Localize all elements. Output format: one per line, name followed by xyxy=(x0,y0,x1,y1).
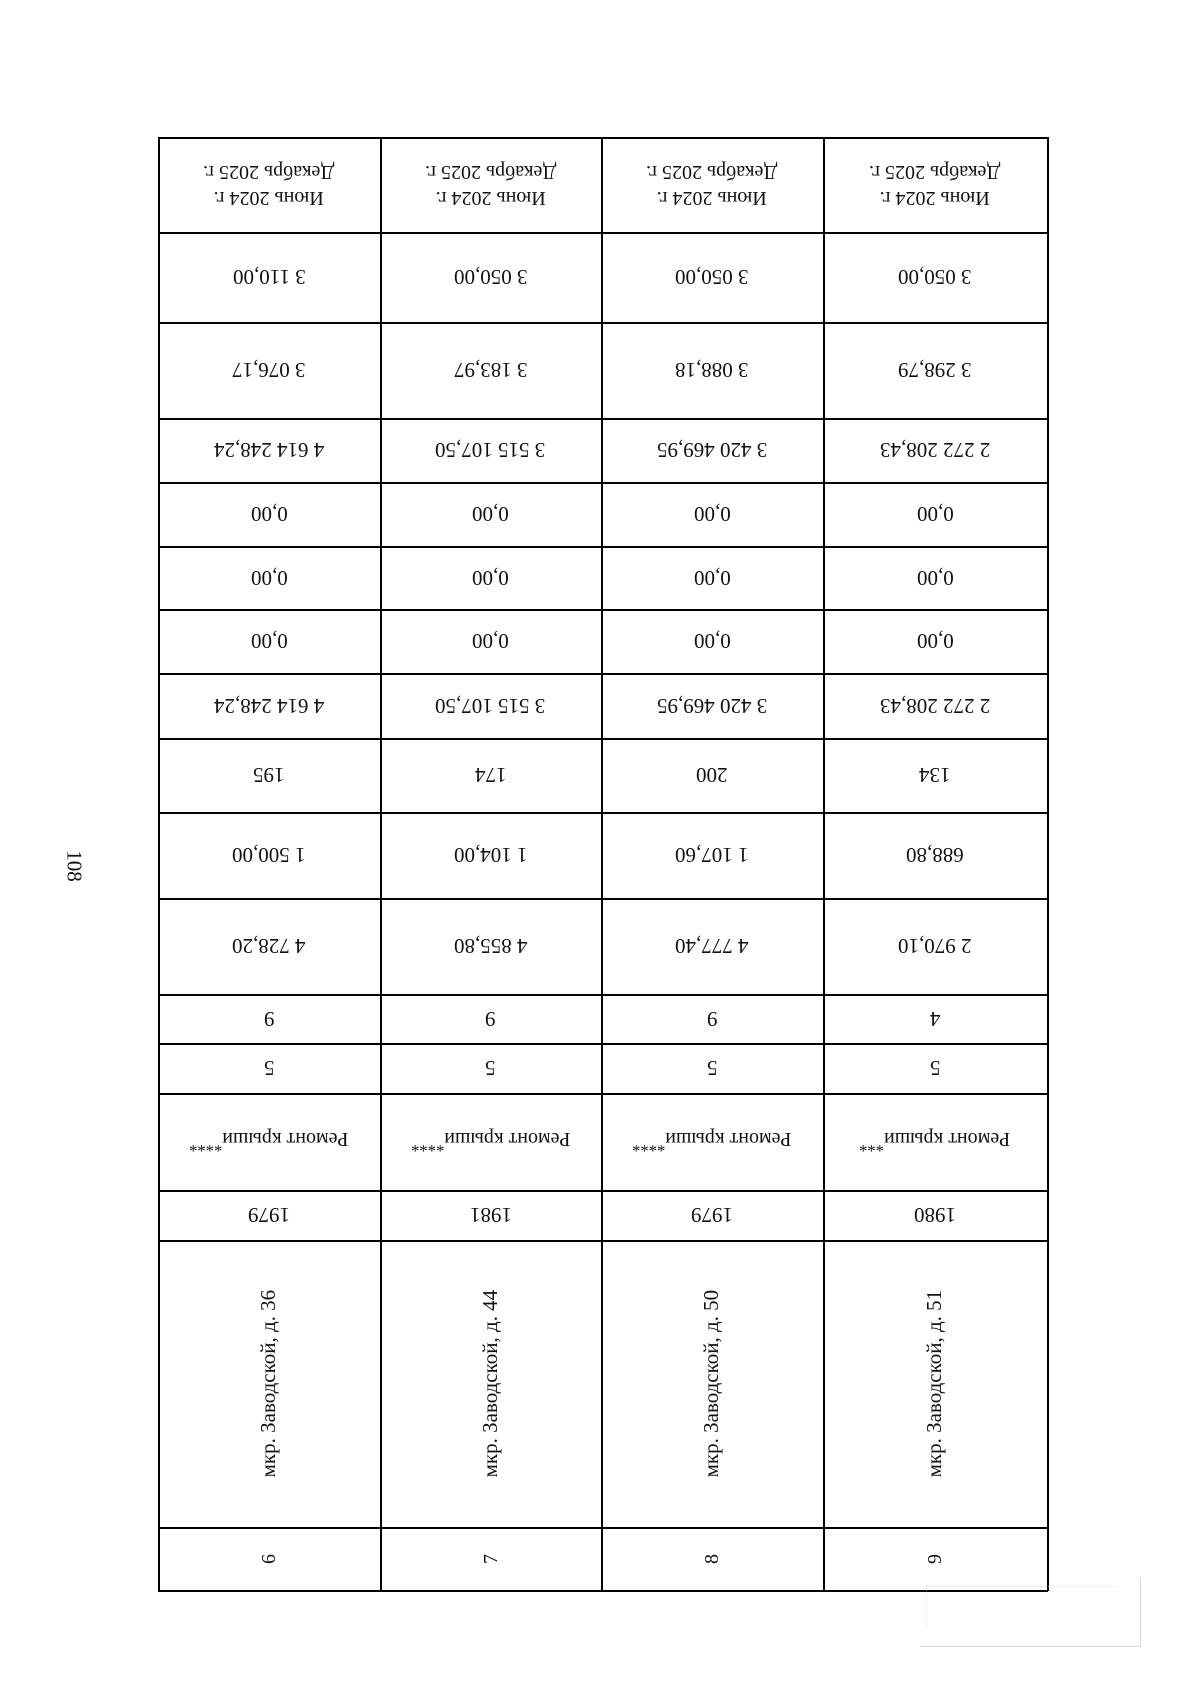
wall-text: 5 xyxy=(929,1056,941,1081)
table-cell-total xyxy=(158,418,380,482)
table-cell-rate xyxy=(823,232,1047,322)
table-cell-fund2 xyxy=(601,546,823,609)
footnote-mark: **** xyxy=(632,1136,666,1156)
table-cell-cost xyxy=(380,673,601,738)
table-cell-wall xyxy=(601,1043,823,1093)
table-cell-total xyxy=(823,418,1047,482)
table-cell-unit-cost xyxy=(601,322,823,418)
fund2-text: 0,00 xyxy=(693,566,731,591)
table-cell-total xyxy=(380,418,601,482)
table-cell-year xyxy=(601,1190,823,1240)
table-cell-fund3 xyxy=(823,609,1047,673)
work-type-text xyxy=(189,1127,348,1156)
table-cell-floors xyxy=(380,994,601,1043)
residents-text: 195 xyxy=(253,763,285,788)
rate-text: 3 050,00 xyxy=(453,265,528,290)
table-cell-work-type xyxy=(601,1093,823,1190)
table-cell-area-living xyxy=(380,812,601,898)
page-number: 108 xyxy=(62,850,87,882)
table-cell-year xyxy=(380,1190,601,1240)
table-cell-fund3 xyxy=(380,609,601,673)
table-cell-period xyxy=(158,137,380,232)
table-cell-year xyxy=(158,1190,380,1240)
table-cell-cost xyxy=(601,673,823,738)
year-text: 1980 xyxy=(914,1203,956,1228)
address-text: мкр. Заводской, д. 36 xyxy=(256,1289,281,1478)
table-cell-fund1 xyxy=(158,482,380,546)
rate-text: 3 050,00 xyxy=(898,265,972,290)
residents-text: 200 xyxy=(696,763,728,788)
period-end: Декабрь 2025 г. xyxy=(424,160,557,183)
period-start: Июнь 2024 г. xyxy=(879,186,991,209)
table-cell-floors xyxy=(158,994,380,1043)
cost-text: 4 614 248,24 xyxy=(213,694,325,719)
table-cell-fund1 xyxy=(601,482,823,546)
fund1-text: 0,00 xyxy=(916,502,954,527)
table-cell-fund3 xyxy=(158,609,380,673)
num-text: 9 xyxy=(924,1553,946,1564)
address-text: мкр. Заводской, д. 51 xyxy=(922,1289,947,1478)
table-cell-floors xyxy=(823,994,1047,1043)
fund3-text: 0,00 xyxy=(916,629,954,654)
table-cell-area-total xyxy=(823,898,1047,994)
table-cell-period xyxy=(823,137,1047,232)
table-cell-fund3 xyxy=(601,609,823,673)
table-cell-wall xyxy=(158,1043,380,1093)
year-text: 1981 xyxy=(469,1203,512,1228)
table-cell-rate xyxy=(601,232,823,322)
work-type-label: Ремонт крыши xyxy=(444,1128,571,1151)
fund1-text: 0,00 xyxy=(472,502,509,527)
table-cell-address xyxy=(823,1240,1047,1527)
period-text xyxy=(203,159,334,211)
period-start: Июнь 2024 г. xyxy=(213,186,325,209)
table-cell-wall xyxy=(380,1043,601,1093)
wall-text: 5 xyxy=(263,1056,275,1081)
footnote-mark: **** xyxy=(410,1136,445,1156)
table-cell-cost xyxy=(158,673,380,738)
unit-cost-text: 3 076,17 xyxy=(232,358,306,383)
table-cell-floors xyxy=(601,994,823,1043)
total-text: 3 515 107,50 xyxy=(435,438,546,463)
table-cell-num xyxy=(158,1527,380,1590)
work-type-label: Ремонт крыши xyxy=(665,1128,792,1151)
area-living-text: 1 500,00 xyxy=(232,843,306,868)
total-text: 3 420 469,95 xyxy=(656,438,768,463)
fund3-text: 0,00 xyxy=(693,629,731,654)
table-cell-residents xyxy=(158,738,380,812)
address-text: мкр. Заводской, д. 44 xyxy=(477,1289,502,1478)
total-text: 2 272 208,43 xyxy=(879,438,991,463)
table-cell-residents xyxy=(601,738,823,812)
table-cell-residents xyxy=(380,738,601,812)
floors-text: 4 xyxy=(929,1007,941,1032)
year-text: 1979 xyxy=(691,1203,733,1228)
area-living-text: 688,80 xyxy=(906,843,964,868)
fund1-text: 0,00 xyxy=(250,502,288,527)
cost-text: 3 515 107,50 xyxy=(435,694,546,719)
table-cell-address xyxy=(380,1240,601,1527)
area-living-text: 1 107,60 xyxy=(675,843,749,868)
table-cell-area-total xyxy=(158,898,380,994)
table-cell-wall xyxy=(823,1043,1047,1093)
table-cell-area-total xyxy=(380,898,601,994)
period-text xyxy=(869,159,1000,211)
residents-text: 174 xyxy=(474,763,507,788)
table-cell-fund1 xyxy=(380,482,601,546)
work-type-text xyxy=(411,1127,570,1156)
fund2-text: 0,00 xyxy=(916,566,954,591)
period-text xyxy=(646,159,777,211)
period-end: Декабрь 2025 г. xyxy=(646,160,778,183)
unit-cost-text: 3 183,97 xyxy=(453,358,528,383)
table-cell-work-type xyxy=(380,1093,601,1190)
table-cell-fund2 xyxy=(158,546,380,609)
table-row-line xyxy=(158,1590,1048,1592)
table-cell-fund2 xyxy=(380,546,601,609)
work-type-text xyxy=(859,1127,1010,1156)
table-cell-num xyxy=(601,1527,823,1590)
work-type-label: Ремонт крыши xyxy=(222,1128,349,1151)
table-cell-work-type xyxy=(158,1093,380,1190)
table-cell-area-living xyxy=(158,812,380,898)
table-cell-fund1 xyxy=(823,482,1047,546)
table-cell-unit-cost xyxy=(823,322,1047,418)
table-cell-fund2 xyxy=(823,546,1047,609)
unit-cost-text: 3 088,18 xyxy=(675,358,749,383)
fund3-text: 0,00 xyxy=(250,629,288,654)
unit-cost-text: 3 298,79 xyxy=(898,358,972,383)
year-text: 1979 xyxy=(248,1203,290,1228)
table-cell-address xyxy=(601,1240,823,1527)
area-total-text: 4 855,80 xyxy=(453,934,528,959)
rate-text: 3 110,00 xyxy=(232,265,306,290)
fund3-text: 0,00 xyxy=(472,629,509,654)
table-cell-num xyxy=(380,1527,601,1590)
floors-text: 9 xyxy=(706,1007,718,1032)
area-total-text: 4 728,20 xyxy=(232,934,306,959)
period-text xyxy=(425,159,556,211)
floors-text: 9 xyxy=(263,1007,275,1032)
cost-text: 2 272 208,43 xyxy=(879,694,991,719)
period-start: Июнь 2024 г. xyxy=(656,186,768,209)
num-text: 7 xyxy=(479,1553,502,1564)
footnote-mark: *** xyxy=(859,1136,885,1156)
table-cell-unit-cost xyxy=(380,322,601,418)
total-text: 4 614 248,24 xyxy=(213,438,325,463)
table-cell-total xyxy=(601,418,823,482)
rate-text: 3 050,00 xyxy=(675,265,749,290)
table-cell-cost xyxy=(823,673,1047,738)
table-cell-rate xyxy=(380,232,601,322)
table-cell-area-living xyxy=(823,812,1047,898)
work-type-text xyxy=(632,1127,791,1156)
table-cell-period xyxy=(601,137,823,232)
wall-text: 5 xyxy=(485,1056,496,1081)
area-total-text: 2 970,10 xyxy=(898,934,972,959)
fund2-text: 0,00 xyxy=(472,566,509,591)
period-start: Июнь 2024 г. xyxy=(435,186,546,209)
period-end: Декабрь 2025 г. xyxy=(203,160,335,183)
work-type-label: Ремонт крыши xyxy=(884,1128,1011,1151)
num-text: 6 xyxy=(258,1553,280,1564)
residents-text: 134 xyxy=(919,763,951,788)
wall-text: 5 xyxy=(706,1056,718,1081)
fund2-text: 0,00 xyxy=(250,566,288,591)
cost-text: 3 420 469,95 xyxy=(656,694,768,719)
area-total-text: 4 777,40 xyxy=(675,934,749,959)
fund1-text: 0,00 xyxy=(693,502,731,527)
table-cell-period xyxy=(380,137,601,232)
floors-text: 9 xyxy=(485,1007,496,1032)
table-cell-area-living xyxy=(601,812,823,898)
period-end: Декабрь 2025 г. xyxy=(869,160,1001,183)
table-cell-address xyxy=(158,1240,380,1527)
table-cell-year xyxy=(823,1190,1047,1240)
footnote-mark: **** xyxy=(189,1136,223,1156)
num-text: 8 xyxy=(701,1553,723,1564)
table-cell-residents xyxy=(823,738,1047,812)
area-living-text: 1 104,00 xyxy=(453,843,528,868)
table-column-line xyxy=(1047,137,1049,1591)
address-text: мкр. Заводской, д. 50 xyxy=(699,1289,724,1478)
table-cell-rate xyxy=(158,232,380,322)
table-cell-work-type xyxy=(823,1093,1047,1190)
table-cell-area-total xyxy=(601,898,823,994)
table-cell-unit-cost xyxy=(158,322,380,418)
stamp-mark xyxy=(920,1578,1141,1647)
